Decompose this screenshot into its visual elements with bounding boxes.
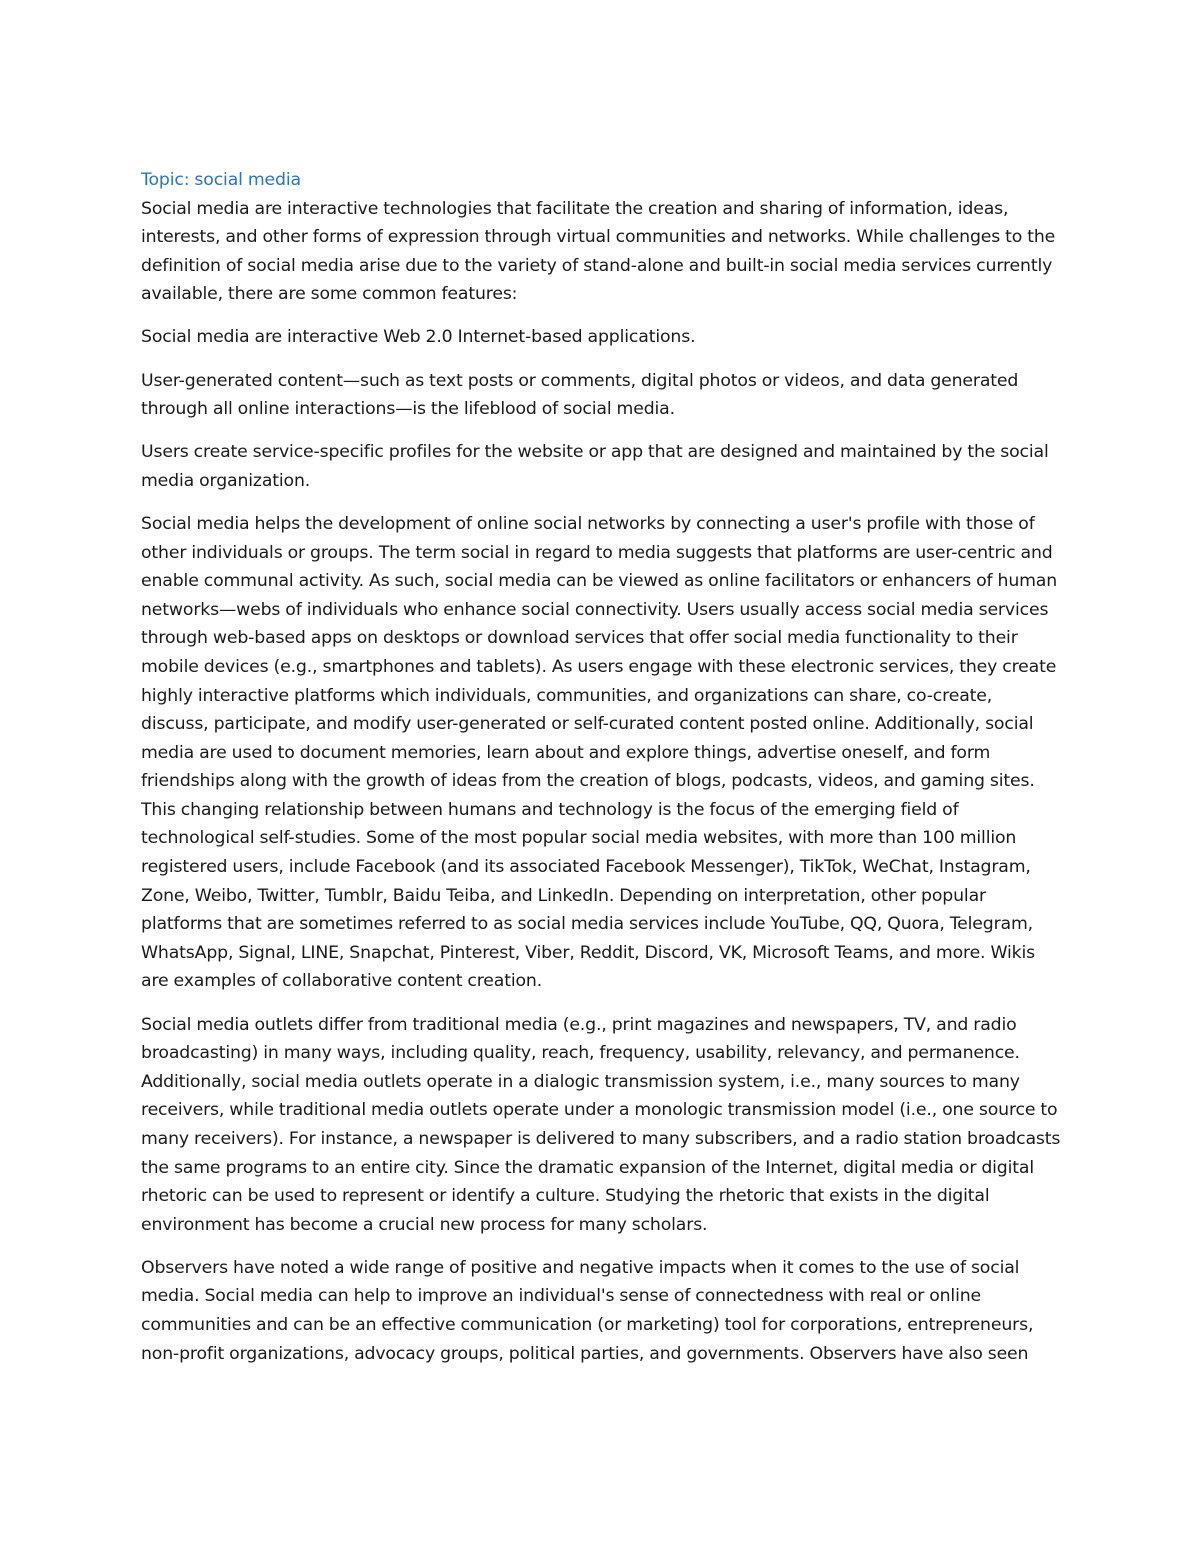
document-heading: Topic: social media: [141, 170, 301, 190]
paragraph-impacts: Observers have noted a wide range of positive and negative impacts when it comes to the use of social media. Social media can help to improve an individual's sense of connectedness with real or online communities and can be an effective communication (or marketing) tool for corporations, entrepreneurs, non-profit organizations, advocacy groups, political parties, and governments. Observers have also seen: [141, 1257, 1034, 1364]
paragraph-feature-profiles: Users create service-specific profiles for the website or app that are designed and maintained by the social media organization.: [141, 442, 1049, 491]
paragraph-feature-web20: Social media are interactive Web 2.0 Internet-based applications.: [141, 327, 696, 348]
document-body: [141, 166, 1063, 1383]
paragraph-intro: Social media are interactive technologies that facilitate the creation and sharing of information, ideas, interests, and other forms of expression through virtual communities and networks. While challenges to the definition of social media arise due to the variety of stand-alone and built-in social media services currently available, there are some common features:: [141, 198, 1056, 305]
paragraph-traditional-media: Social media outlets differ from traditional media (e.g., print magazines and newspapers, TV, and radio broadcasting) in many ways, including quality, reach, frequency, usability, relevancy, and permanence. Additionally, social media outlets operate in a dialogic transmission system, i.e., many sources to many receivers, while traditional media outlets operate under a monologic transmission model (i.e., one source to many receivers). For instance, a newspaper is delivered to many subscribers, and a radio station broadcasts the same programs to an entire city. Since the dramatic expansion of the Internet, digital media or digital rhetoric can be used to represent or identify a culture. Studying the rhetoric that exists in the digital environment has become a crucial new process for many scholars.: [141, 1014, 1061, 1235]
paragraph-social-networks: Social media helps the development of online social networks by connecting a user's profile with those of other individuals or groups. The term social in regard to media suggests that platforms are user-centric and enable communal activity. As such, social media can be viewed as online facilitators or enhancers of human networks—webs of individuals who enhance social connectivity. Users usually access social media services through web-based apps on desktops or download services that offer social media functionality to their mobile devices (e.g., smartphones and tablets). As users engage with these electronic services, they create highly interactive platforms which individuals, communities, and organizations can share, co-create, discuss, participate, and modify user-generated or self-curated content posted online. Additionally, social media are used to document memories, learn about and explore things, advertise oneself, and form friendships along with the growth of ideas from the creation of blogs, podcasts, videos, and gaming sites. This changing relationship between humans and technology is the focus of the emerging field of technological self-studies. Some of the most popular social media websites, with more than 100 million registered users, include Facebook (and its associated Facebook Messenger), TikTok, WeChat, Instagram, Zone, Weibo, Twitter, Tumblr, Baidu Teiba, and LinkedIn. Depending on interpretation, other popular platforms that are sometimes referred to as social media services include YouTube, QQ, Quora, Telegram, WhatsApp, Signal, LINE, Snapchat, Pinterest, Viber, Reddit, Discord, VK, Microsoft Teams, and more. Wikis are examples of collaborative content creation.: [141, 513, 1058, 992]
paragraph-feature-user-content: User-generated content—such as text posts or comments, digital photos or videos, and data generated through all online interactions—is the lifeblood of social media.: [141, 370, 1019, 420]
